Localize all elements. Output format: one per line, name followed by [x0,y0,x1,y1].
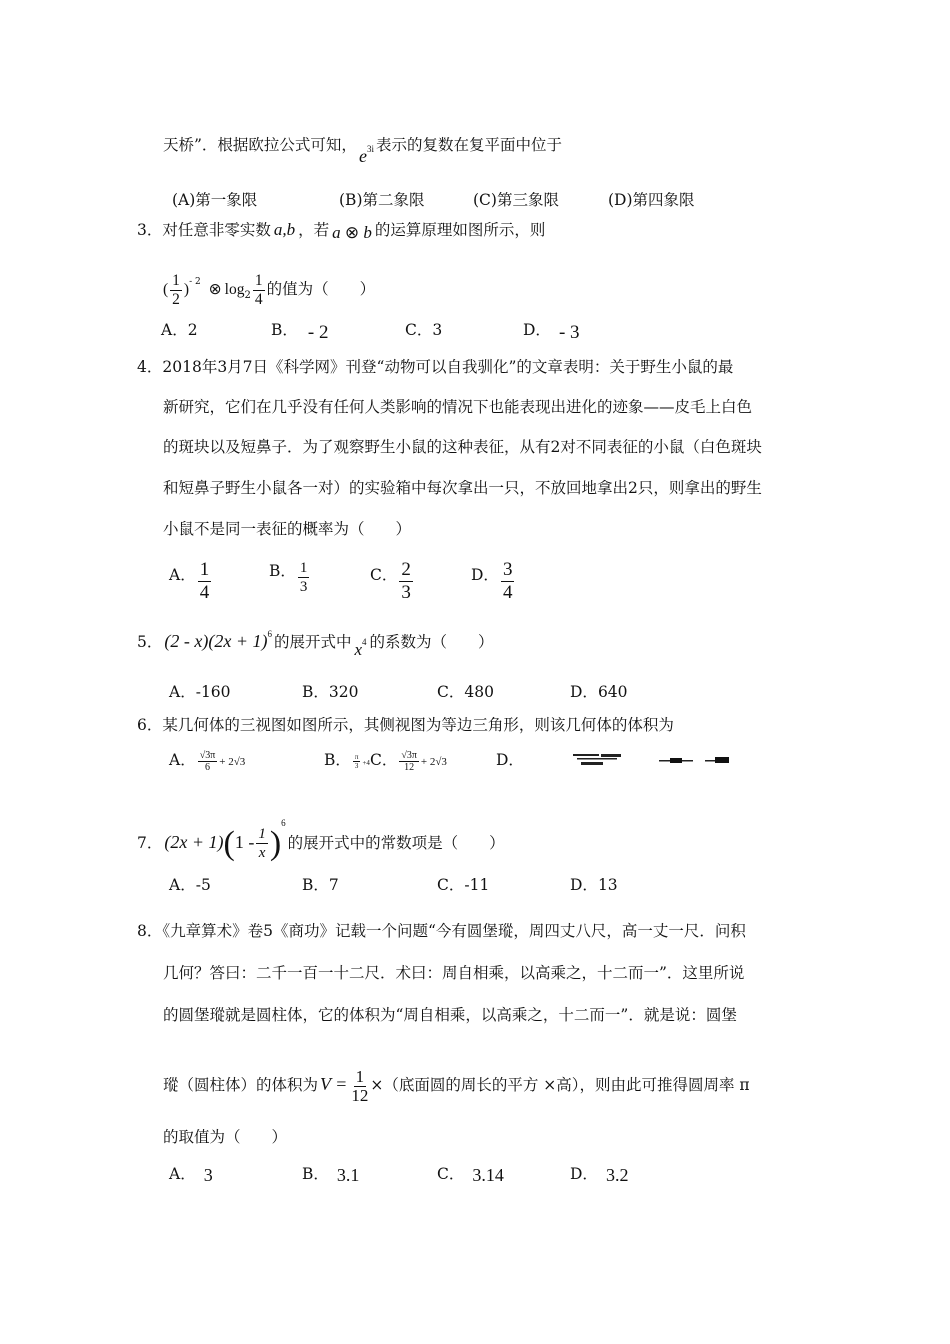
q8-line-5: 的取值为（ ） [163,1128,288,1146]
q6-option-c[interactable]: C． $\frac{√3\pi}{12}$ + 2√3 [370,749,447,773]
q2-option-c[interactable]: (C)第三象限 [473,191,559,209]
q3-option-c[interactable]: C．3 [405,321,443,339]
q7-option-d[interactable]: D．13 [570,876,618,894]
q7-option-c[interactable]: C．-11 [437,876,490,894]
q5-option-c[interactable]: C．480 [437,683,494,701]
q3-operation: a ⊗ b [332,223,372,242]
q4-line-2: 新研究，它们在几乎没有任何人类影响的情况下也能表现出进化的迹象——皮毛上白色 [163,398,753,416]
q8-line-2: 几何？答曰：二千一百一十二尺．术曰：周自相乘，以高乘之，十二而一”．这里所说 [163,964,745,982]
q4-option-a[interactable]: A． $\frac{1}{4}$ [169,559,210,603]
q6-number: 6． [137,716,163,734]
q5-option-b[interactable]: B．320 [302,683,359,701]
q8-option-d[interactable]: D． 3.2 [570,1165,629,1185]
q2-text-b: 表示的复数在复平面中位于 [375,136,562,154]
q4-number: 4． [137,358,163,376]
q8-volume-formula: V = [320,1074,348,1094]
q7-stem: 7． (2x + 1)(1 - $\frac{1}{x}$ )$^6$的展开式中的常数项是（ ） [137,818,505,862]
q8-line-4: 瑽（圆柱体）的体积为 V = $\frac{1}{12}$ ×（底面圆的周长的平方 ×高），则由此可推得圆周率 π [163,1066,750,1105]
q4-line-5: 小鼠不是同一表征的概率为（ ） [163,520,412,538]
q5-number: 5． [137,633,163,651]
q3-stem: 3．对任意非零实数 a,b ，若 a ⊗ b 的运算原理如图所示，则 [137,220,546,242]
q8-option-a[interactable]: A． 3 [169,1165,213,1185]
q6-stem: 6．某几何体的三视图如图所示，其侧视图为等边三角形，则该几何体的体积为 [137,716,674,734]
q7-option-a[interactable]: A．-5 [169,876,211,894]
q4-line-4: 和短鼻子野生小鼠各一对）的实验箱中每次拿出一只，不放回地拿出2只，则拿出的野生 [163,479,762,497]
q3-number: 3． [137,221,163,239]
q2-option-a[interactable]: (A)第一象限 [172,191,258,209]
q5-stem: 5． $(2 - x)(2x + 1)^6$ 的展开式中 $x^4$ 的系数为（ ） [137,629,494,659]
q7-option-b[interactable]: B．7 [302,876,339,894]
q4-line-1: 4．2018年3月7日《科学网》刊登“动物可以自我驯化”的文章表明：关于野生小鼠的最 [137,358,734,376]
q3-fraction-quarter: $\frac{1}{4}$ [254,271,263,308]
q5-option-a[interactable]: A．-160 [169,683,231,701]
q5-expression: $(2 - x)(2x + 1)^6$ [164,629,272,651]
q4-option-c[interactable]: C． $\frac{2}{3}$ [370,559,411,603]
q8-line-1: 8．《九章算术》卷5《商功》记载一个问题“今有圆堡瑽，周四丈八尺，高一丈一尺．问积 [137,922,746,940]
q2-text-a: 天桥”．根据欧拉公式可知， [163,136,357,154]
q7-expression: (2x + 1)(1 - $\frac{1}{x}$ )$^6$ [164,818,286,862]
q8-option-c[interactable]: C． 3.14 [437,1165,504,1185]
q5-power: $x^4$ [354,637,367,659]
q5-option-d[interactable]: D．640 [570,683,628,701]
q2-option-d[interactable]: (D)第四象限 [608,191,695,209]
q3-option-b[interactable]: B． - 2 [271,321,329,343]
q3-expression: ( $\frac{1}{2}$ )$^{- 2}$ ⊗ $\log_2$ $\frac{1}{4}$ 的值为（ ） [163,271,376,308]
q2-line [163,126,562,166]
q3-vars: a,b [273,220,296,239]
q4-line-3: 的斑块以及短鼻子．为了观察野生小鼠的这种表征，从有2对不同表征的小鼠（白色斑块 [163,438,762,456]
q3-fraction-half: $\frac{1}{2}$ [172,271,180,308]
q6-option-d-garbled-formula [529,751,729,771]
q3-option-d[interactable]: D． - 3 [523,321,580,343]
q8-number: 8． [137,922,163,940]
q4-option-d[interactable]: D． $\frac{3}{4}$ [471,559,513,603]
q6-option-d[interactable]: D． [496,748,729,771]
q2-exponential: $e^{3i}$ [358,144,374,166]
q6-option-b[interactable]: B． $\frac{\pi}{3}$ +4 [324,751,370,770]
q7-number: 7． [137,834,163,852]
q4-option-b[interactable]: B． $\frac{1}{3}$ [269,560,308,595]
q8-line-3: 的圆堡瑽就是圆柱体，它的体积为“周自相乘，以高乘之，十二而一”．就是说：圆堡 [163,1006,737,1024]
q2-option-b[interactable]: (B)第二象限 [339,191,425,209]
q3-option-a[interactable]: A．2 [161,321,198,339]
q6-option-a[interactable]: A． $\frac{√3\pi}{6}$ + 2√3 [169,749,246,773]
q8-option-b[interactable]: B． 3.1 [302,1165,360,1185]
